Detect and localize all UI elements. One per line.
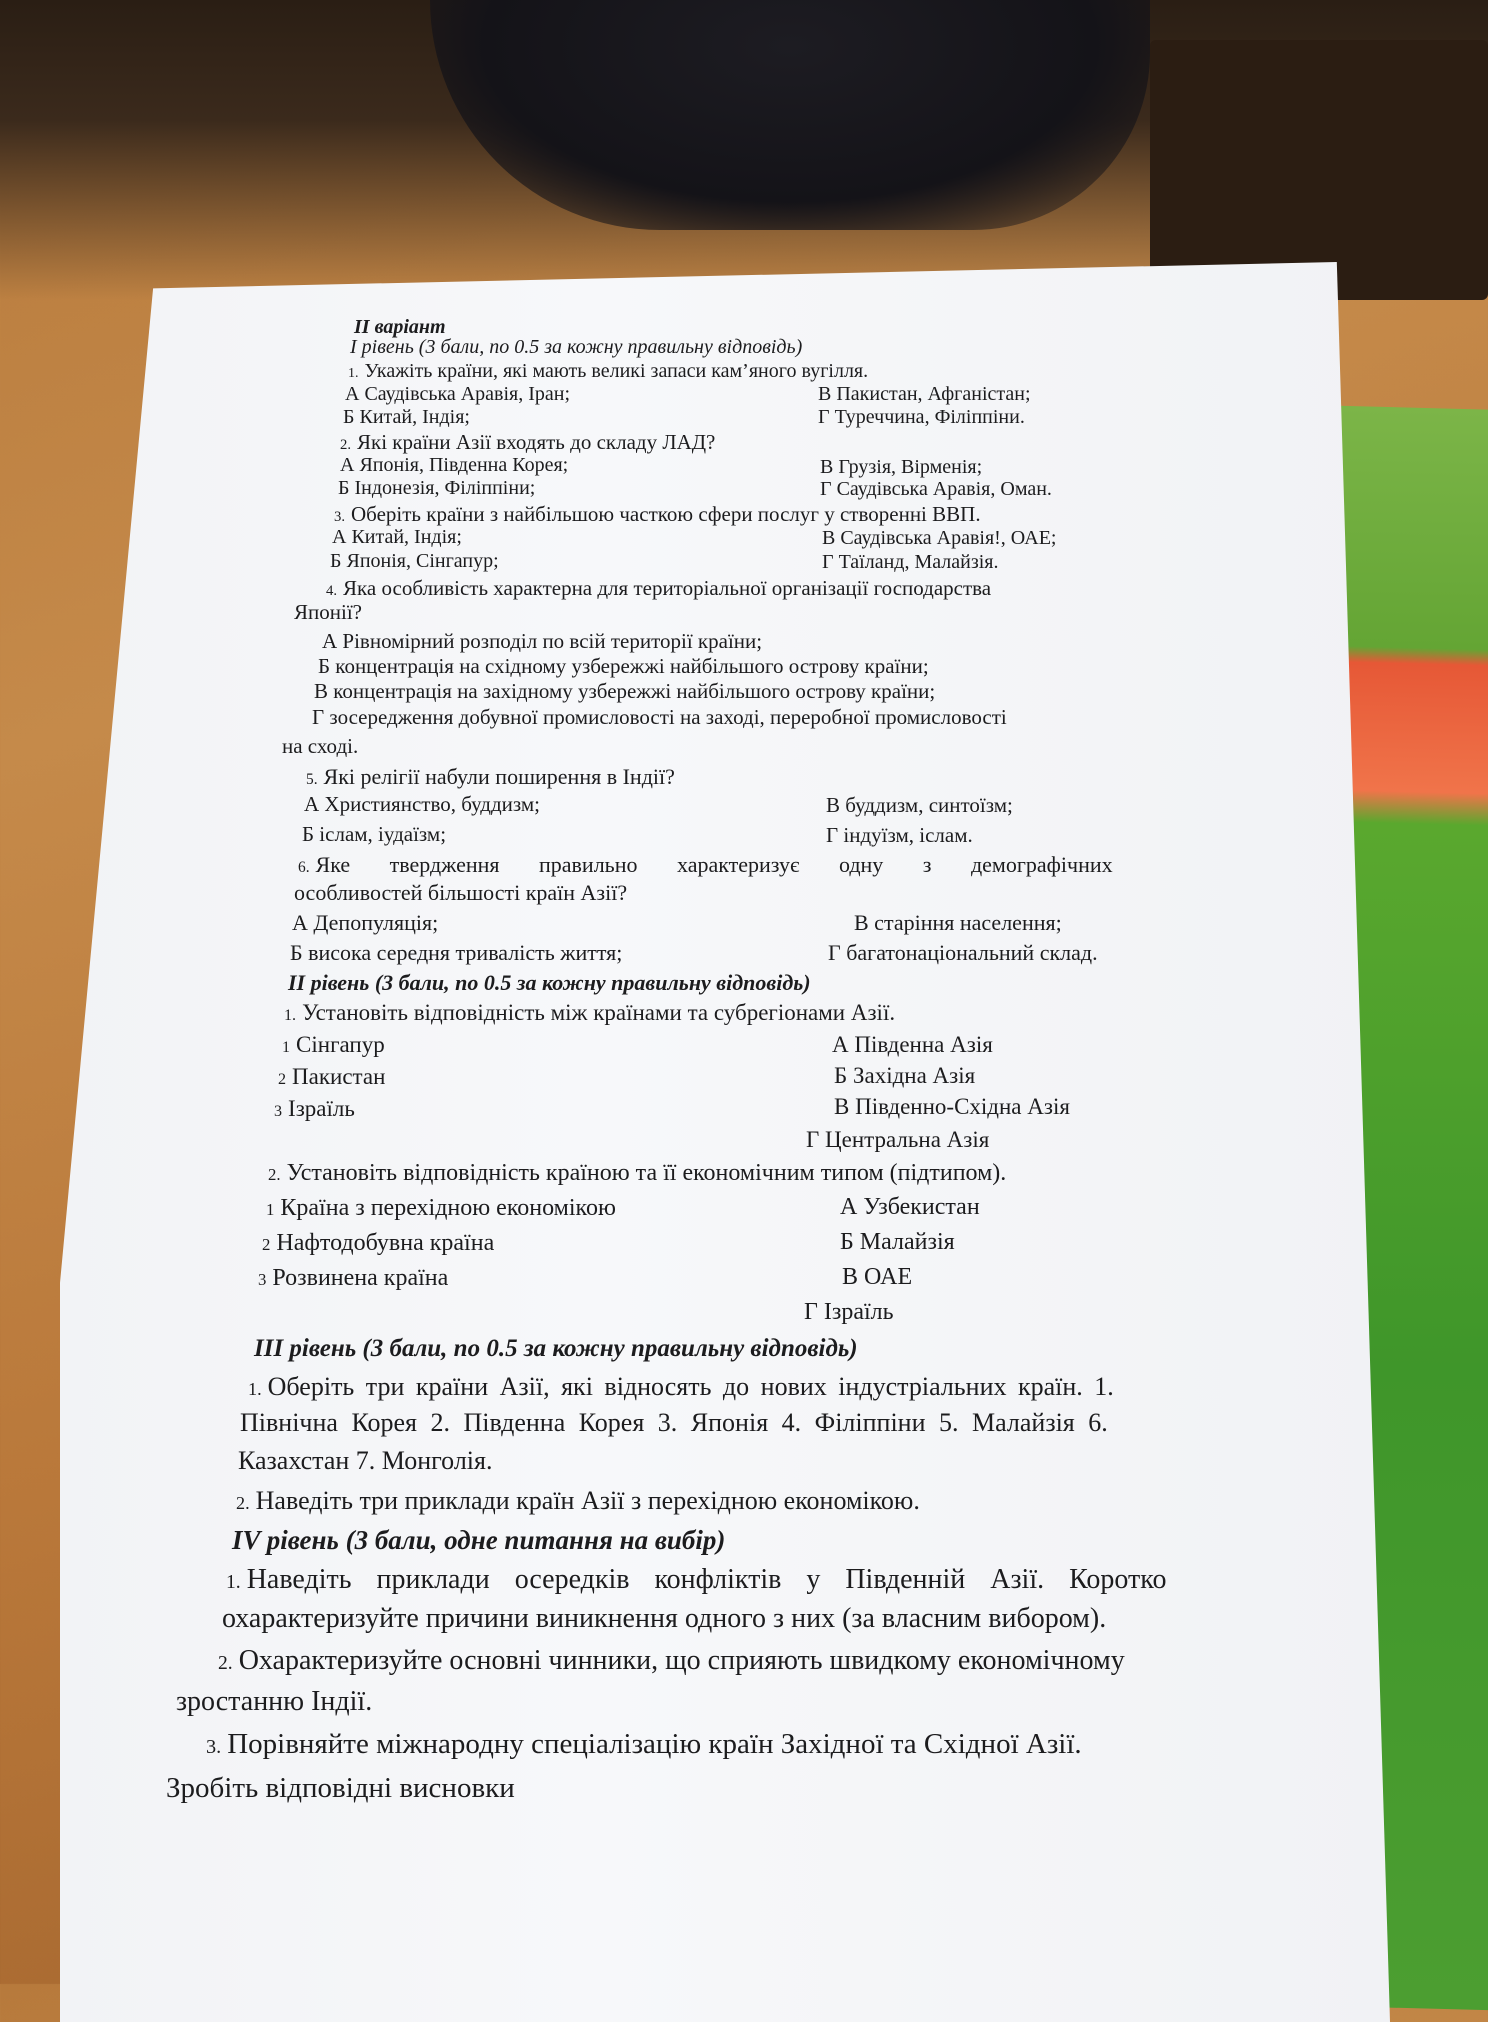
level1-heading: І рівень (3 бали, по 0.5 за кожну правильну відповідь) bbox=[350, 336, 803, 358]
l3-q1-line3: Казахстан 7. Монголія. bbox=[238, 1446, 493, 1475]
l2-q1-right-g: Г Центральна Азія bbox=[806, 1127, 990, 1152]
l2-q2-left-1 bbox=[266, 1195, 616, 1222]
l1-q1-text: Укажіть країни, які мають великі запаси кам’яного вугілля. bbox=[364, 360, 869, 382]
l1-q3-b: Б Японія, Сінгапур; bbox=[330, 550, 499, 572]
l1-q3-text: Оберіть країни з найбільшою часткою сфери послуг у створенні ВВП. bbox=[351, 502, 981, 526]
l1-q1 bbox=[348, 360, 868, 383]
l1-q3-v: В Саудівська Аравія!, ОАЕ; bbox=[822, 527, 1057, 549]
l1-q1-v: В Пакистан, Афганістан; bbox=[818, 383, 1031, 405]
l3-q1-num: 1. bbox=[248, 1379, 262, 1399]
l2-q2-right-b: Б Малайзія bbox=[840, 1229, 955, 1255]
l1-q3 bbox=[334, 502, 981, 527]
l1-q2-text: Які країни Азії входять до складу ЛАД? bbox=[357, 430, 716, 454]
l2-q1-right-v: В Південно-Східна Азія bbox=[834, 1094, 1070, 1119]
l3-q2 bbox=[236, 1486, 920, 1516]
l2-q2 bbox=[268, 1160, 1006, 1187]
l2-q2-right-v: В ОАЕ bbox=[842, 1264, 913, 1290]
l3-q1-line1-text: Оберіть три країни Азії, які відносять до нових індустріальних країн. 1. bbox=[267, 1372, 1114, 1401]
l3-q2-text: Наведіть три приклади країн Азії з перехідною економікою. bbox=[255, 1486, 920, 1515]
l1-q3-a: А Китай, Індія; bbox=[332, 526, 462, 548]
l1-q5-b: Б іслам, іудаїзм; bbox=[302, 822, 447, 846]
l1-q1-num: 1. bbox=[348, 366, 359, 381]
l3-q2-num: 2. bbox=[236, 1493, 250, 1513]
l1-q4-text: Яка особливість характерна для територіальної організації господарства bbox=[343, 576, 992, 600]
l2-q1-left-3-text: Ізраїль bbox=[288, 1096, 355, 1121]
l1-q5-a: А Християнство, буддизм; bbox=[304, 792, 541, 816]
l4-q2-line1 bbox=[218, 1645, 1125, 1677]
l2-q2-text: Установіть відповідність країною та її економічним типом (підтипом). bbox=[286, 1160, 1007, 1186]
l2-q1 bbox=[284, 1000, 895, 1026]
l1-q5-text: Які релігії набули поширення в Індії? bbox=[323, 764, 675, 789]
l1-q2-g: Г Саудівська Аравія, Оман. bbox=[820, 478, 1052, 500]
l1-q6-num: 6. bbox=[298, 859, 310, 876]
l2-q1-left-3-num: 3 bbox=[274, 1103, 283, 1120]
l2-q2-right-a: А Узбекистан bbox=[840, 1194, 980, 1220]
l4-q3-line1 bbox=[206, 1728, 1082, 1761]
l2-q1-left-3 bbox=[274, 1096, 355, 1122]
l4-q2-line1-text: Охарактеризуйте основні чинники, що сприяють швидкому економічному bbox=[238, 1645, 1125, 1676]
l1-q2-b: Б Індонезія, Філіппіни; bbox=[338, 477, 536, 499]
l1-q5-v: В буддизм, синтоїзм; bbox=[826, 793, 1013, 817]
variant-title: II варіант bbox=[354, 316, 446, 338]
l1-q1-g: Г Туреччина, Філіппіни. bbox=[818, 406, 1025, 428]
l1-q2-a: А Японія, Південна Корея; bbox=[340, 454, 569, 476]
l4-q1-line1-text: Наведіть приклади осередків конфліктів у Південній Азії. Коротко bbox=[246, 1564, 1167, 1595]
l1-q4-g2: на сході. bbox=[282, 734, 359, 758]
level2-heading: ІІ рівень (3 бали, по 0.5 за кожну правильну відповідь) bbox=[288, 970, 811, 995]
l2-q1-left-2-text: Пакистан bbox=[292, 1064, 386, 1089]
level4-heading: IV рівень (3 бали, одне питання на вибір) bbox=[232, 1525, 726, 1555]
l2-q1-left-2-num: 2 bbox=[278, 1071, 287, 1088]
l1-q4-b: Б концентрація на східному узбережжі найбільшого острову країни; bbox=[318, 654, 929, 678]
l4-q1-num: 1. bbox=[226, 1572, 241, 1593]
l1-q6 bbox=[298, 852, 1113, 878]
l3-q1-line1 bbox=[248, 1372, 1114, 1402]
l1-q3-num: 3. bbox=[334, 509, 346, 525]
l1-q6-text2: особливостей більшості країн Азії? bbox=[294, 880, 628, 905]
l1-q6-v: В старіння населення; bbox=[854, 910, 1062, 935]
l2-q2-left-2-num: 2 bbox=[262, 1235, 271, 1254]
l4-q3-line2: Зробіть відповідні висновки bbox=[166, 1772, 515, 1804]
l2-q1-left-1 bbox=[282, 1032, 385, 1058]
l1-q6-a: А Депопуляція; bbox=[292, 910, 439, 935]
l1-q4-g: Г зосередження добувної промисловості на заході, переробної промисловості bbox=[312, 705, 1007, 729]
l4-q3-num: 3. bbox=[206, 1736, 222, 1758]
l1-q5 bbox=[306, 764, 675, 790]
l2-q2-left-2-text: Нафтодобувна країна bbox=[276, 1230, 495, 1256]
l1-q1-a: А Саудівська Аравія, Іран; bbox=[345, 383, 571, 405]
l2-q2-left-2 bbox=[262, 1230, 494, 1257]
l2-q1-left-2 bbox=[278, 1064, 385, 1090]
l2-q2-left-3-text: Розвинена країна bbox=[272, 1265, 449, 1291]
l1-q6-b: Б висока середня тривалість життя; bbox=[290, 940, 623, 965]
level3-heading: ІІІ рівень (3 бали, по 0.5 за кожну правильну відповідь) bbox=[254, 1335, 858, 1362]
l2-q2-num: 2. bbox=[268, 1165, 281, 1184]
l1-q6-g: Г багатонаціональний склад. bbox=[828, 940, 1098, 965]
l1-q4-a: А Рівномірний розподіл по всій території країни; bbox=[322, 629, 763, 653]
l2-q2-left-3-num: 3 bbox=[258, 1270, 267, 1289]
l2-q1-left-1-num: 1 bbox=[282, 1039, 291, 1056]
l2-q2-left-1-num: 1 bbox=[266, 1200, 275, 1219]
l1-q6-text: Яке твердження правильно характеризує одну з демографічних bbox=[315, 852, 1113, 877]
l2-q2-left-3 bbox=[258, 1265, 448, 1292]
l4-q1-line1 bbox=[226, 1564, 1166, 1596]
l2-q1-left-1-text: Сінгапур bbox=[296, 1032, 385, 1057]
l4-q2-line2: зростанню Індії. bbox=[176, 1686, 373, 1717]
l4-q3-line1-text: Порівняйте міжнародну спеціалізацію країн Західної та Східної Азії. bbox=[227, 1728, 1082, 1760]
l2-q2-right-g: Г Ізраїль bbox=[804, 1299, 894, 1325]
l1-q4-v: В концентрація на західному узбережжі найбільшого острову країни; bbox=[314, 679, 936, 703]
l1-q2-v: В Грузія, Вірменія; bbox=[820, 456, 983, 478]
l2-q2-left-1-text: Країна з перехідною економікою bbox=[280, 1195, 616, 1221]
l1-q4 bbox=[326, 576, 991, 601]
l3-q1-line2: Північна Корея 2. Південна Корея 3. Японія 4. Філіппіни 5. Малайзія 6. bbox=[240, 1408, 1108, 1437]
l1-q4-num: 4. bbox=[326, 583, 338, 599]
l1-q2-num: 2. bbox=[340, 437, 352, 453]
l1-q1-b: Б Китай, Індія; bbox=[343, 406, 470, 428]
l2-q1-text: Установіть відповідність між країнами та субрегіонами Азії. bbox=[302, 1000, 896, 1025]
l2-q1-right-b: Б Західна Азія bbox=[834, 1063, 976, 1088]
l1-q2 bbox=[340, 430, 715, 455]
l4-q1-line2: охарактеризуйте причини виникнення одного з них (за власним вибором). bbox=[222, 1603, 1107, 1634]
l4-q2-num: 2. bbox=[218, 1653, 233, 1674]
l1-q3-g: Г Таїланд, Малайзія. bbox=[822, 551, 999, 573]
l2-q1-num: 1. bbox=[284, 1007, 297, 1024]
l1-q5-g: Г індуїзм, іслам. bbox=[826, 823, 973, 847]
l1-q5-num: 5. bbox=[306, 771, 318, 788]
l1-q4-text2: Японії? bbox=[294, 600, 362, 624]
l2-q1-right-a: А Південна Азія bbox=[832, 1032, 993, 1057]
